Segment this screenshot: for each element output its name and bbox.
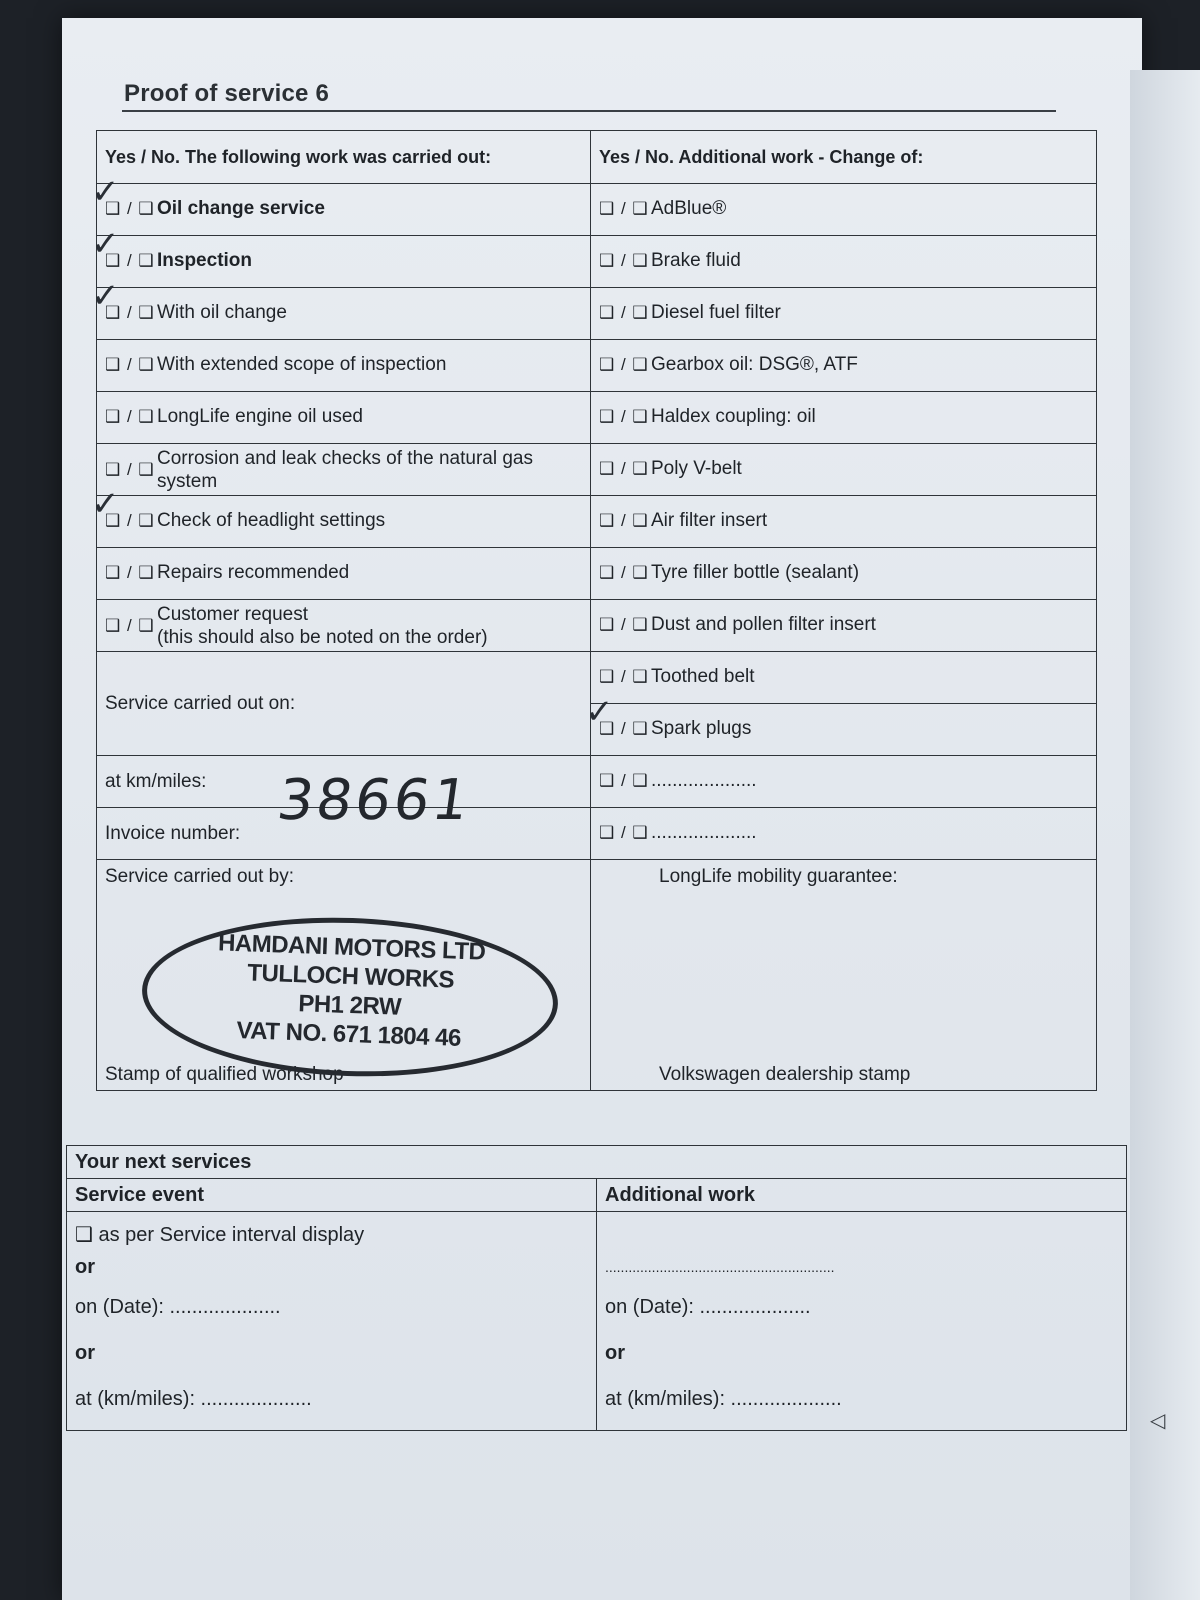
right-item-label-7: Tyre filler bottle (sealant) bbox=[651, 562, 860, 584]
right-item-6 bbox=[591, 496, 1097, 548]
left-check-mark-2: ✓ bbox=[91, 276, 120, 316]
right-item-4 bbox=[591, 392, 1097, 444]
mileage-handwritten: 38661 bbox=[273, 768, 476, 833]
right-header: Yes / No. Additional work - Change of: bbox=[591, 131, 1097, 184]
left-checkbox-3[interactable]: ❑ / ❑ bbox=[105, 355, 155, 375]
at-km-field[interactable]: at (km/miles): .................... bbox=[75, 1388, 312, 1410]
next-page-edge bbox=[1130, 70, 1200, 1600]
invoice-label: Invoice number: bbox=[97, 808, 591, 860]
right-item-9 bbox=[591, 652, 1097, 704]
or-text-3: or bbox=[605, 1342, 625, 1364]
right-item-label-2: Diesel fuel filter bbox=[651, 302, 781, 324]
right-item-3 bbox=[591, 340, 1097, 392]
right-checkbox-10[interactable]: ❑ / ❑ bbox=[599, 719, 649, 739]
right-item-label-8: Dust and pollen filter insert bbox=[651, 614, 876, 636]
left-checkbox-6[interactable]: ❑ / ❑ bbox=[105, 511, 155, 531]
right-checkbox-9[interactable]: ❑ / ❑ bbox=[599, 667, 649, 687]
right-item-label-11: .................... bbox=[651, 770, 757, 792]
left-item-label-3: With extended scope of inspection bbox=[157, 354, 447, 376]
right-item-10 bbox=[585, 692, 1097, 756]
left-item-8 bbox=[97, 600, 591, 652]
left-item-label-7: Repairs recommended bbox=[157, 562, 350, 584]
right-item-label-9: Toothed belt bbox=[651, 666, 755, 688]
right-check-mark-10: ✓ bbox=[585, 692, 614, 732]
left-item-label2-8: (this should also be noted on the order) bbox=[157, 626, 488, 648]
or-text: or bbox=[75, 1256, 95, 1278]
left-item-3 bbox=[97, 340, 591, 392]
stamp-line-3: PH1 2RW bbox=[297, 990, 402, 1021]
right-item-12 bbox=[591, 808, 1097, 860]
additional-work-cell bbox=[597, 1212, 1127, 1431]
next-services-title: Your next services bbox=[67, 1146, 1127, 1179]
additional-work-line[interactable]: ........................................................... bbox=[605, 1259, 835, 1275]
right-item-8 bbox=[591, 600, 1097, 652]
longlife-guarantee-label: LongLife mobility guarantee: bbox=[659, 866, 898, 887]
stamp-line-4: VAT NO. 671 1804 46 bbox=[236, 1017, 462, 1052]
dealer-stamp-cell bbox=[591, 860, 1097, 1091]
right-item-label-6: Air filter insert bbox=[651, 510, 768, 532]
left-check-mark-0: ✓ bbox=[91, 172, 120, 212]
left-checkbox-5[interactable]: ❑ / ❑ bbox=[105, 459, 155, 479]
right-checkbox-7[interactable]: ❑ / ❑ bbox=[599, 563, 649, 583]
right-checkbox-11[interactable]: ❑ / ❑ bbox=[599, 771, 649, 791]
service-event-cell bbox=[67, 1212, 597, 1431]
dealer-stamp-label: Volkswagen dealership stamp bbox=[659, 1064, 911, 1085]
at-km-field-2[interactable]: at (km/miles): .................... bbox=[605, 1388, 842, 1410]
page-title: Proof of service 6 bbox=[124, 80, 330, 107]
service-date-label: Service carried out on: bbox=[97, 652, 591, 756]
title-rule bbox=[122, 110, 1056, 112]
left-item-label-4: LongLife engine oil used bbox=[157, 406, 364, 428]
left-item-label2-5: system bbox=[157, 470, 218, 492]
left-item-2 bbox=[91, 276, 591, 340]
mileage-label: at km/miles: bbox=[97, 756, 591, 808]
left-checkbox-2[interactable]: ❑ / ❑ bbox=[105, 303, 155, 323]
left-checkbox-0[interactable]: ❑ / ❑ bbox=[105, 199, 155, 219]
left-item-6 bbox=[91, 484, 591, 548]
left-checkbox-7[interactable]: ❑ / ❑ bbox=[105, 563, 155, 583]
left-checkbox-1[interactable]: ❑ / ❑ bbox=[105, 251, 155, 271]
service-event-header: Service event bbox=[67, 1179, 597, 1212]
carried-out-by-label: Service carried out by: bbox=[105, 866, 295, 887]
left-item-label-6: Check of headlight settings bbox=[157, 510, 386, 532]
stamp-line-2: TULLOCH WORKS bbox=[246, 959, 455, 994]
next-services-table bbox=[66, 1145, 1127, 1431]
right-item-label-12: .................... bbox=[651, 822, 757, 844]
left-check-mark-1: ✓ bbox=[91, 224, 120, 264]
on-date-field-2[interactable]: on (Date): .................... bbox=[605, 1296, 811, 1318]
right-item-label-1: Brake fluid bbox=[651, 250, 741, 272]
right-checkbox-4[interactable]: ❑ / ❑ bbox=[599, 407, 649, 427]
or-text-2: or bbox=[75, 1342, 95, 1364]
additional-work-header: Additional work bbox=[597, 1179, 1127, 1212]
right-item-label-4: Haldex coupling: oil bbox=[651, 406, 816, 428]
left-item-7 bbox=[97, 548, 591, 600]
right-item-0 bbox=[591, 184, 1097, 236]
right-checkbox-3[interactable]: ❑ / ❑ bbox=[599, 355, 649, 375]
interval-checkbox-label[interactable]: ❑ as per Service interval display bbox=[75, 1224, 365, 1246]
right-item-label-5: Poly V-belt bbox=[651, 458, 742, 480]
left-checkbox-8[interactable]: ❑ / ❑ bbox=[105, 615, 155, 635]
left-checkbox-4[interactable]: ❑ / ❑ bbox=[105, 407, 155, 427]
right-checkbox-2[interactable]: ❑ / ❑ bbox=[599, 303, 649, 323]
left-item-label-1: Inspection bbox=[157, 250, 253, 272]
left-item-label-2: With oil change bbox=[157, 302, 287, 324]
right-item-5 bbox=[591, 444, 1097, 496]
page-turn-icon: ◁ bbox=[1150, 1410, 1166, 1432]
right-item-7 bbox=[591, 548, 1097, 600]
left-check-mark-6: ✓ bbox=[91, 484, 120, 524]
left-item-label-8: Customer request bbox=[157, 603, 309, 625]
left-item-4 bbox=[97, 392, 591, 444]
left-item-0 bbox=[91, 172, 591, 236]
right-item-label-0: AdBlue® bbox=[651, 198, 727, 220]
left-item-5 bbox=[97, 444, 591, 496]
on-date-field[interactable]: on (Date): .................... bbox=[75, 1296, 281, 1318]
right-item-label-3: Gearbox oil: DSG®, ATF bbox=[651, 354, 858, 376]
right-item-11 bbox=[591, 756, 1097, 808]
right-checkbox-12[interactable]: ❑ / ❑ bbox=[599, 823, 649, 843]
right-item-2 bbox=[591, 288, 1097, 340]
right-checkbox-1[interactable]: ❑ / ❑ bbox=[599, 251, 649, 271]
right-item-1 bbox=[591, 236, 1097, 288]
stamp-line-1: HAMDANI MOTORS LTD bbox=[217, 929, 486, 966]
left-item-1 bbox=[91, 224, 591, 288]
right-checkbox-6[interactable]: ❑ / ❑ bbox=[599, 511, 649, 531]
left-header: Yes / No. The following work was carried out: bbox=[97, 131, 591, 184]
right-checkbox-8[interactable]: ❑ / ❑ bbox=[599, 615, 649, 635]
left-item-label-5: Corrosion and leak checks of the natural gas bbox=[157, 447, 533, 469]
stamp-label: Stamp of qualified workshop bbox=[105, 1064, 344, 1085]
left-item-label-0: Oil change service bbox=[157, 198, 325, 220]
right-checkbox-0[interactable]: ❑ / ❑ bbox=[599, 199, 649, 219]
right-checkbox-5[interactable]: ❑ / ❑ bbox=[599, 459, 649, 479]
right-item-label-10: Spark plugs bbox=[651, 718, 752, 740]
